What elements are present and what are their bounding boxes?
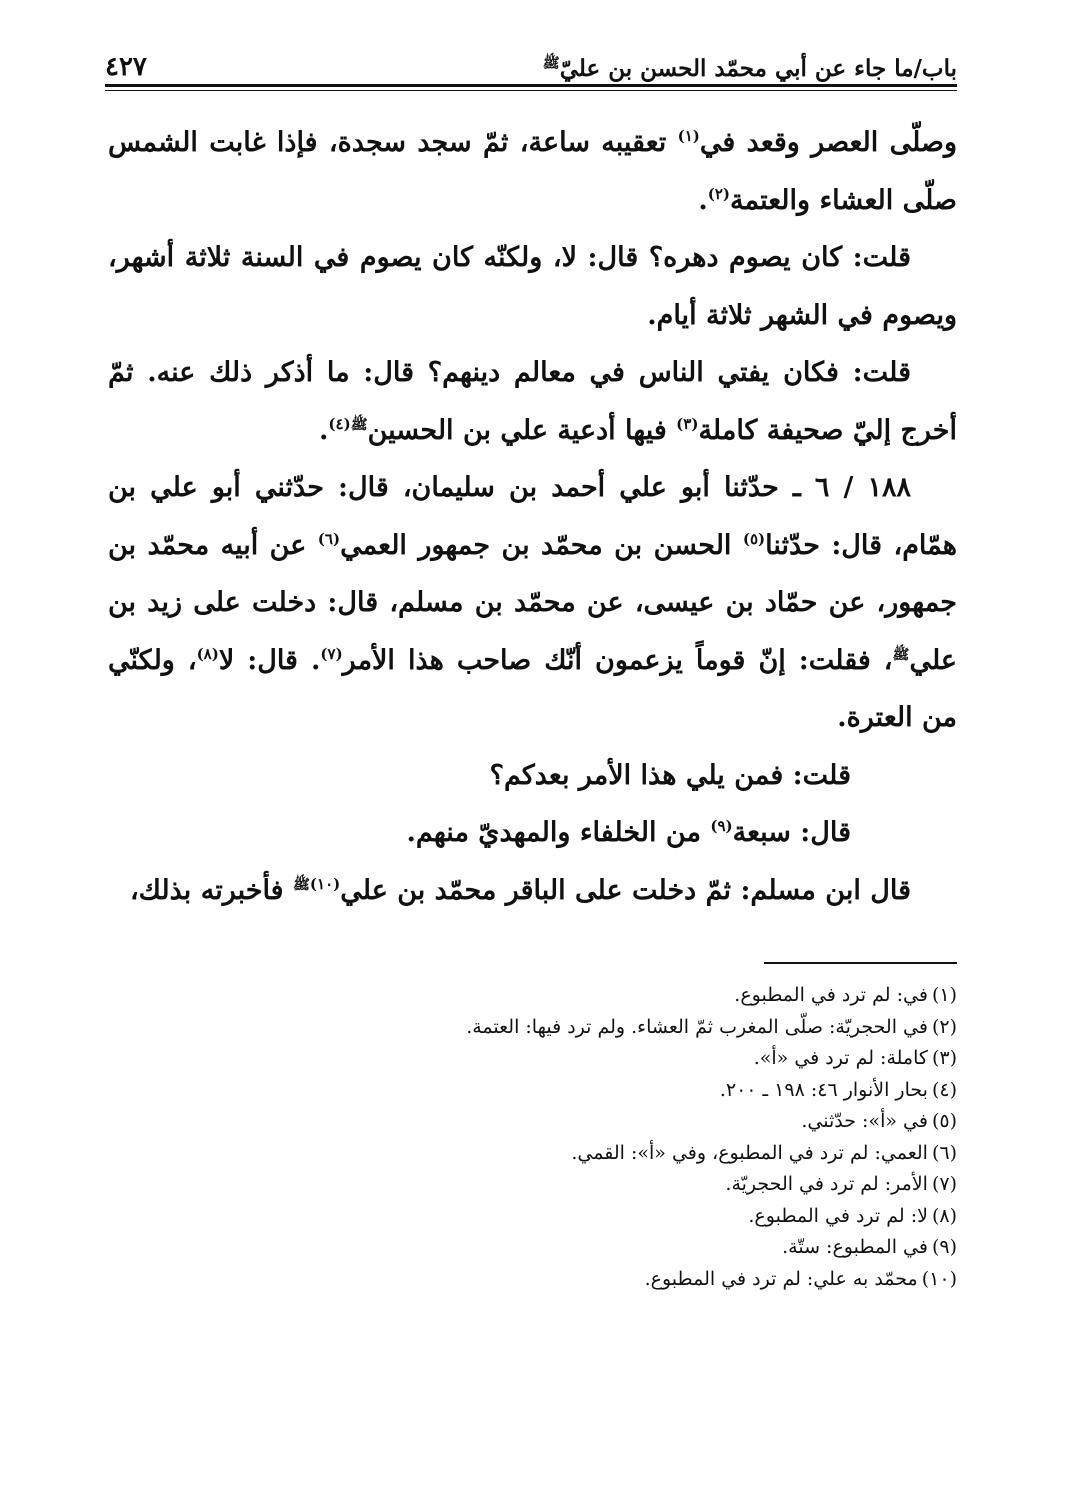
footnote-number: (٢) (931, 1015, 957, 1038)
honorific-glyph: ﷺ (350, 416, 368, 433)
footnote-item (110, 1201, 957, 1233)
running-title (543, 55, 957, 82)
footnote-text: في: لم ترد في المطبوع. (734, 984, 928, 1006)
footnote-text: في المطبوع: ستّة. (782, 1236, 928, 1258)
text-run: وصلّى العصر وقعد في (699, 127, 957, 158)
text-run: قال ابن مسلم: ثمّ دخلت على الباقر محمّد بن علي (340, 874, 911, 906)
paragraph (108, 229, 957, 344)
footnotes-list (110, 980, 957, 1295)
footnote-item (110, 1169, 957, 1201)
paragraph (108, 344, 957, 459)
text-run: فيها أدعية علي بن الحسين (367, 414, 677, 446)
footnote-ref: (٨) (196, 644, 219, 663)
footnote-number: (٩) (931, 1236, 957, 1258)
footnote-number: (٥) (931, 1110, 957, 1132)
footnote-ref: (٦) (317, 529, 341, 548)
footnote-text: محمّد به علي: لم ترد في المطبوع. (644, 1267, 918, 1290)
honorific-glyph: ﷺ (542, 55, 560, 72)
text-run: تعقيبه ساعة، ثمّ سجد سجدة، فإذا غابت الشمس صلّى العشاء والعتمة (108, 127, 957, 216)
footnote-item (110, 1106, 957, 1138)
footnote-ref: (٥) (742, 529, 766, 548)
footnote-text: في «أ»: حدّثني. (801, 1110, 928, 1132)
text-run: ، فقلت: إنّ قوماً يزعمون أنّك صاحب هذا الأمر (342, 644, 893, 676)
running-title-text: باب/ما جاء عن أبي محمّد الحسن بن عليّ (559, 55, 957, 82)
footnote-text: في الحجريّة: صلّى المغرب ثمّ العشاء. ولم ترد فيها: العتمة. (466, 1015, 928, 1038)
honorific-glyph: ﷺ (292, 876, 310, 893)
footnote-text: لا: لم ترد في المطبوع. (748, 1204, 928, 1227)
footnote-number: (٣) (931, 1047, 957, 1069)
page-number: ٤٢٧ (105, 52, 147, 82)
paragraph (108, 862, 957, 920)
paragraph (108, 747, 957, 805)
text-run: من الخلفاء والمهديّ منهم. (406, 817, 711, 848)
footnote-text: الأمر: لم ترد في الحجريّة. (725, 1173, 928, 1195)
footnote-item (110, 1264, 957, 1296)
honorific-glyph: ﷺ (892, 646, 910, 663)
footnote-ref: (٣) (676, 414, 699, 433)
text-run: ، ولكنّي من العترة. (108, 644, 957, 733)
footnote-ref: (٢) (707, 184, 731, 203)
text-run: . (698, 184, 708, 216)
footnote-item (110, 1043, 957, 1075)
running-header (105, 36, 957, 82)
main-text (108, 114, 957, 919)
paragraph (108, 114, 957, 229)
footnote-number: (٦) (931, 1141, 957, 1164)
text-run: ١٨٨ / ٦ ـ حدّثنا أبو علي أحمد بن سليمان، قال: حدّثني أبو علي بن همّام، قال: حدّثنا (108, 472, 957, 561)
footnote-item (110, 1075, 957, 1107)
text-run: الحسن بن محمّد بن جمهور العمي (340, 529, 743, 561)
footnote-number: (١٠) (921, 1267, 957, 1290)
header-rule-thick (105, 84, 957, 87)
paragraph (108, 804, 957, 862)
text-run: قال: سبعة (732, 817, 851, 848)
footnote-number: (٨) (931, 1204, 957, 1227)
footnote-ref: (٤) (328, 414, 351, 433)
footnote-text: كاملة: لم ترد في «أ». (753, 1047, 928, 1069)
footnote-item (110, 1232, 957, 1264)
text-run: فأخبرته بذلك، (129, 874, 293, 906)
paragraph (108, 459, 957, 747)
text-run: عن أبيه محمّد بن جمهور، عن حمّاد بن عيسى، عن محمّد بن مسلم، قال: دخلت على زيد بن علي (108, 529, 957, 676)
footnote-ref: (١) (677, 127, 700, 145)
footnote-item (110, 980, 957, 1012)
footnote-ref: (٧) (320, 644, 343, 663)
footnote-text: بحار الأنوار ٤٦: ١٩٨ ـ ٢٠٠. (719, 1078, 928, 1101)
footnote-number: (٤) (931, 1078, 957, 1101)
footnote-item (110, 1012, 957, 1044)
text-run: . قال: لا (218, 644, 321, 676)
text-run: قلت: كان يصوم دهره؟ قال: لا، ولكنّه كان يصوم في السنة ثلاثة أشهر، ويصوم في الشهر ثلاثة أيام. (108, 242, 957, 331)
footnote-text: العمي: لم ترد في المطبوع، وفي «أ»: القمي. (571, 1141, 928, 1164)
footnote-number: (٧) (931, 1173, 957, 1195)
footnote-separator (764, 962, 957, 964)
footnote-ref: (١٠) (309, 874, 341, 893)
header-rule-thin (105, 90, 957, 91)
footnote-ref: (٩) (710, 817, 733, 835)
text-run: قلت: فكان يفتي الناس في معالم دينهم؟ قال: ما أذكر ذلك عنه. ثمّ أخرج إليّ صحيفة كاملة (108, 357, 957, 446)
text-run: . (319, 414, 329, 446)
footnote-number: (١) (931, 984, 957, 1006)
text-run: قلت: فمن يلي هذا الأمر بعدكم؟ (489, 759, 851, 791)
footnote-item (110, 1138, 957, 1170)
